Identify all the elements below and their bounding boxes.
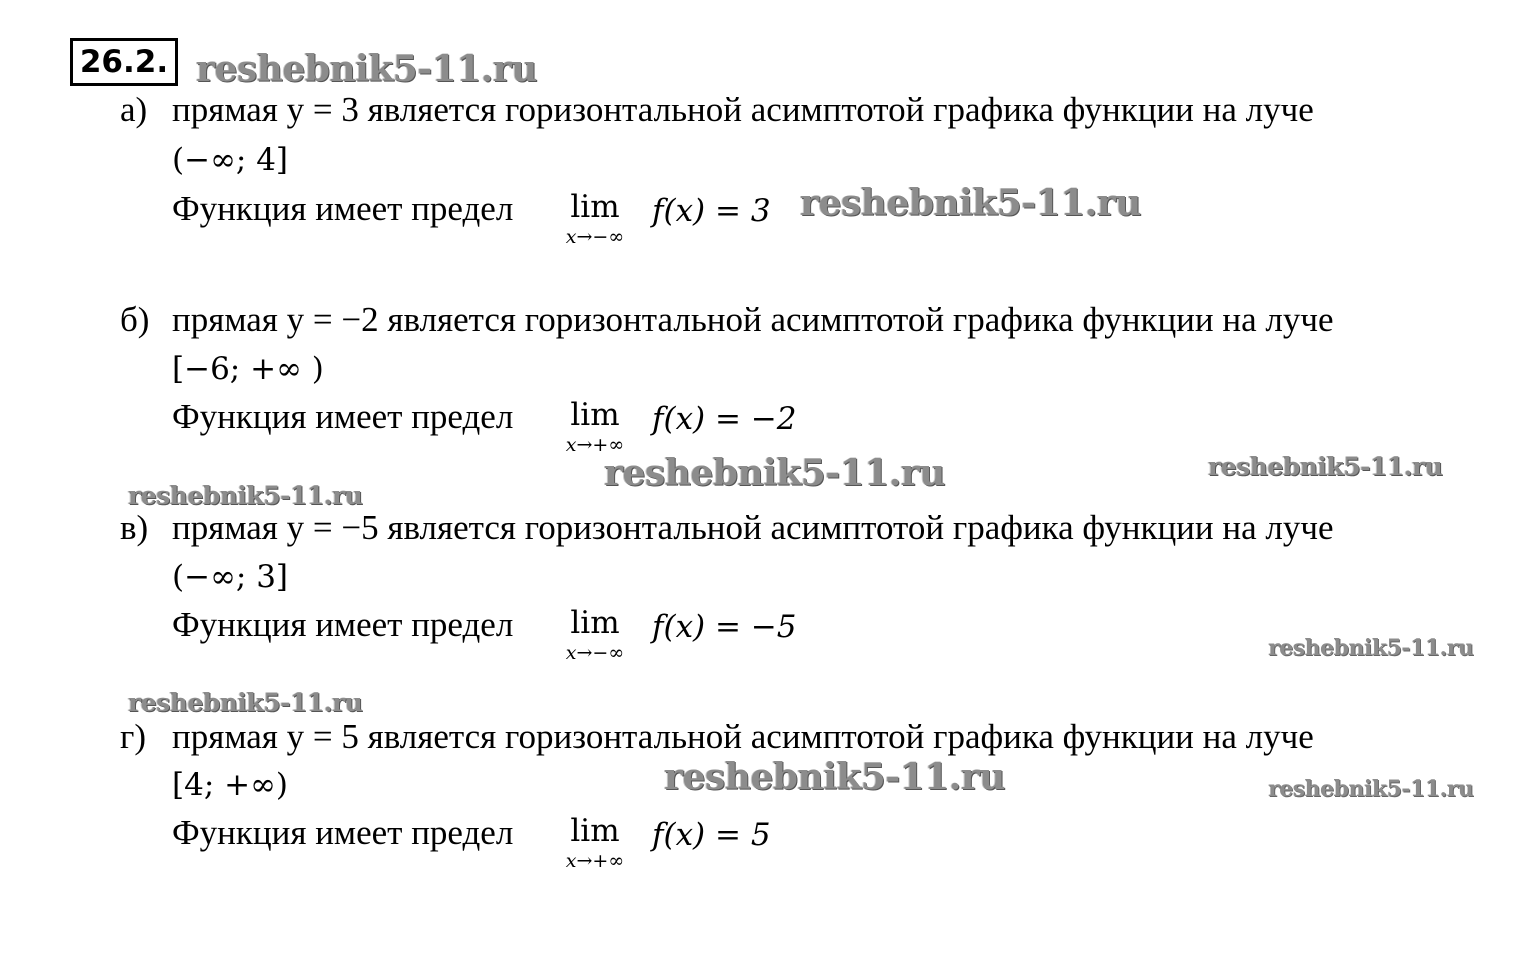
lim-word: lim [570, 605, 620, 641]
limit-subscript: x→−∞ [565, 642, 625, 664]
limit-subscript: x→+∞ [565, 434, 625, 456]
item-statement: прямая y = 3 является горизонтальной асимптотой графика функции на луче [172, 90, 1314, 129]
item-interval: [4; +∞) [172, 767, 289, 803]
watermark: reshebnik5-11.ru [1208, 452, 1443, 481]
lim-word: lim [570, 397, 620, 433]
limit-prefix: Функция имеет предел [172, 189, 514, 228]
watermark: reshebnik5-11.ru [128, 481, 363, 510]
limit-value: f(x) = −5 [652, 609, 797, 645]
limit-operator [550, 604, 640, 664]
limit-operator [550, 188, 640, 248]
item-label: а) [120, 90, 148, 129]
watermark: reshebnik5-11.ru [800, 182, 1141, 224]
item-statement: прямая y = −2 является горизонтальной асимптотой графика функции на луче [172, 300, 1334, 339]
limit-prefix: Функция имеет предел [172, 605, 514, 644]
limit-operator [550, 396, 640, 456]
item-interval: [−6; +∞ ) [172, 351, 324, 387]
limit-subscript: x→−∞ [565, 226, 625, 248]
watermark: reshebnik5-11.ru [604, 452, 945, 494]
limit-value: f(x) = −2 [652, 401, 797, 437]
watermark: reshebnik5-11.ru [1268, 635, 1474, 661]
limit-prefix: Функция имеет предел [172, 397, 514, 436]
limit-value: f(x) = 3 [652, 193, 771, 229]
watermark: reshebnik5-11.ru [128, 688, 363, 717]
item-statement: прямая y = 5 является горизонтальной асимптотой графика функции на луче [172, 717, 1314, 756]
lim-word: lim [570, 189, 620, 225]
watermark: reshebnik5-11.ru [664, 756, 1005, 798]
limit-value: f(x) = 5 [652, 817, 771, 853]
item-label: в) [120, 508, 149, 547]
watermark: reshebnik5-11.ru [196, 48, 537, 90]
item-interval: (−∞; 4] [172, 142, 289, 178]
item-statement: прямая y = −5 является горизонтальной асимптотой графика функции на луче [172, 508, 1334, 547]
item-label: г) [120, 717, 147, 756]
limit-subscript: x→+∞ [565, 850, 625, 872]
limit-operator [550, 812, 640, 872]
problem-number: 26.2. [70, 38, 178, 86]
lim-word: lim [570, 813, 620, 849]
item-label: б) [120, 300, 150, 339]
limit-prefix: Функция имеет предел [172, 813, 514, 852]
watermark: reshebnik5-11.ru [1268, 776, 1474, 802]
item-interval: (−∞; 3] [172, 559, 289, 595]
